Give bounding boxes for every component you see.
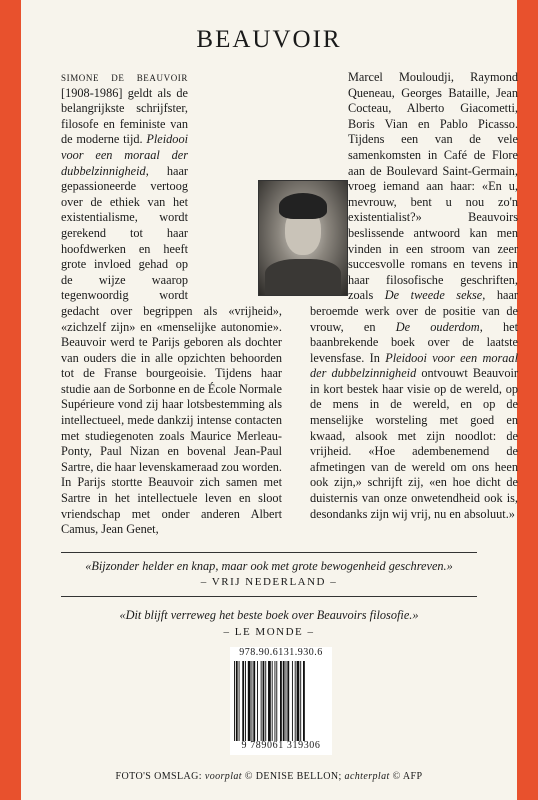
bio-column-left xyxy=(61,70,282,538)
isbn-barcode xyxy=(230,647,332,755)
bio-paragraph-right: Marcel Mouloudji, Raymond Queneau, Georges Bataille, Jean Cocteau, Alberto Giacometti, Boris Vian en Pablo Picasso. Tijdens een van de vele samenkomsten in Café de Flore aan de Boulevard Saint-Germain, vroeg iemand aan haar: «En u, mevrouw, bent u nou zo'n existentialist?» Beauvoirs beslissende antwoord kan men vinden in een stroom van zeer succesvolle romans en tevens in haar filosofische geschriften, zoals De tweede sekse, haar beroemde werk over de positie van de vrouw, en De ouderdom, het baanbrekende boek over de laatste levensfase. In Pleidooi voor een moraal der dubbelzinnigheid ontvouwt Beauvoir in kort bestek haar visie op de wereld, op de mens in de wereld, en op de menselijke worsteling met goed en kwaad, alsook met zijn noodlot: de vrijheid. «Hoe adembenemend de afmetingen van de wereld om ons heen ook zijn,» schrijft zij, «en hoe dicht de duisternis van onze onwetendheid ook is, desondanks zijn wij vrij, nu en absoluut.» xyxy=(310,70,519,521)
book-title: Pleidooi voor een moraal der dubbelzinnigheid xyxy=(310,350,518,381)
isbn-number: 978.90.6131.930.6 xyxy=(239,647,323,658)
review-source: – LE MONDE – xyxy=(223,626,315,638)
book-title: De tweede sekse xyxy=(384,288,483,303)
divider xyxy=(61,596,477,597)
review-source: – VRIJ NEDERLAND – xyxy=(200,576,338,588)
author-dates: [1908-1986] xyxy=(61,85,123,100)
book-title: De ouderdom xyxy=(395,319,480,334)
cover-title: BEAUVOIR xyxy=(196,26,342,53)
bio-paragraph-left: simone de beauvoir [1908-1986] geldt als de belangrijkste schrijfster, filosofe en feministe van de moderne tijd. Pleidooi voor een moraal der dubbelzinnigheid, haar gepassioneerde vertoog over de ethiek van het existentialisme, wordt gerekend tot haar hoofdwerken en heeft grote invloed gehad op de wijze waarop tegenwoordig wordt gedacht over begrippen als «vrijheid», «zichzelf zijn» en «menselijke autonomie». Beauvoir werd te Parijs geboren als dochter van ouders die in alle opzichten behoorden tot de Franse bourgeoisie. Tijdens haar studie aan de Sorbonne en de École Normale Supérieure vond zij haar lotsbestemming als intellectueel, mede dankzij intense contacten met studiegenoten zoals Maurice Merleau-Ponty, Paul Nizan en bovenal Jean-Paul Sartre, die haar levenskameraad zou worden. In Parijs stortte Beauvoir zich samen met Sartre in het intellectuele leven en sloot vriendschap met onder anderen Albert Camus, Jean Genet, xyxy=(61,70,282,537)
review-quote: «Bijzonder helder en knap, maar ook met grote bewogenheid geschreven.» xyxy=(85,559,453,573)
divider xyxy=(61,552,477,553)
review-quote: «Dit blijft verreweg het beste boek over Beauvoirs filosofie.» xyxy=(119,608,419,622)
bio-column-right xyxy=(310,70,518,522)
photo-credits: FOTO'S OMSLAG: voorplat © DENISE BELLON; achterplat © AFP xyxy=(115,771,423,782)
barcode-bars xyxy=(234,661,328,741)
book-title: Pleidooi voor een moraal der dubbelzinnigheid xyxy=(61,132,189,178)
back-cover xyxy=(21,0,517,800)
author-name: simone de beauvoir xyxy=(61,70,188,84)
ean-number: 9 789061 319306 xyxy=(241,740,321,751)
